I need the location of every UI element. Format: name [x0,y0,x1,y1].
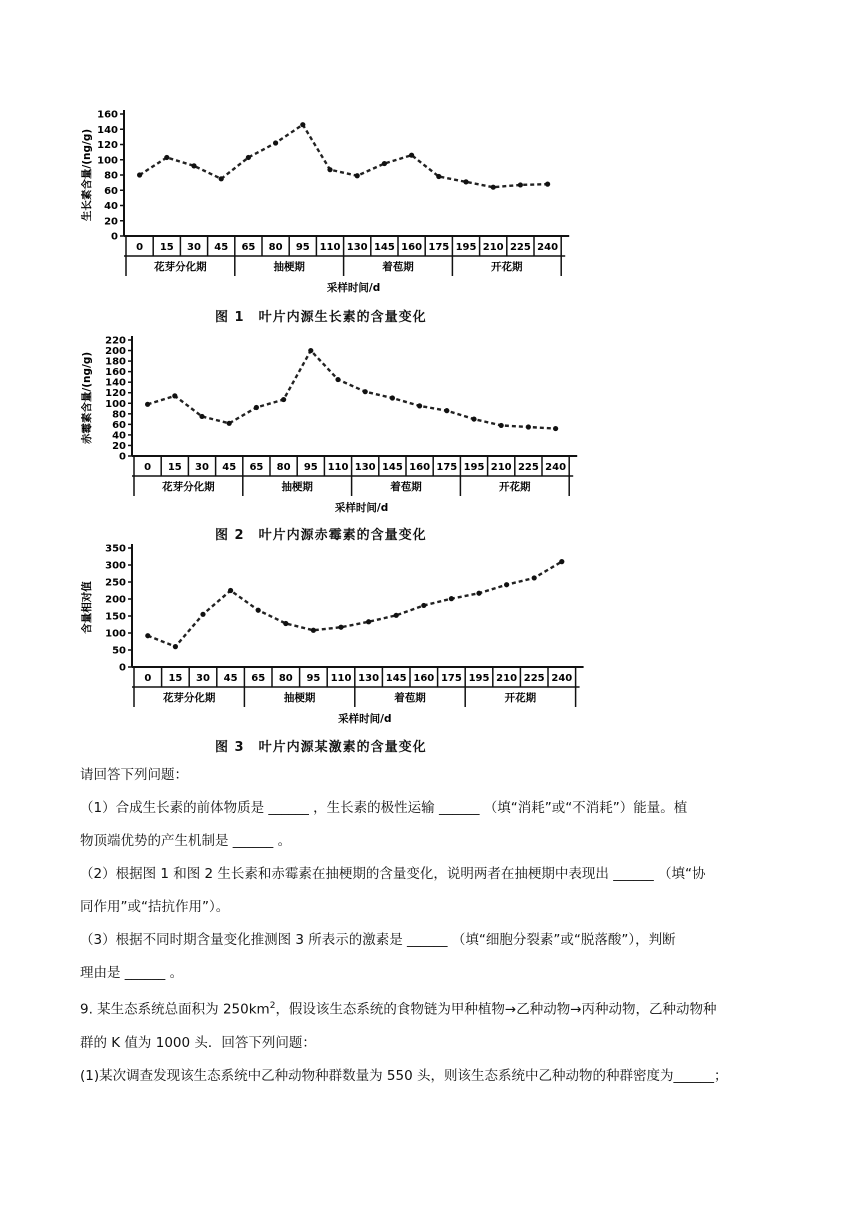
period-label: 花芽分化期 [162,481,215,493]
x-tick-label: 110 [319,242,341,253]
x-tick-label: 110 [327,462,349,473]
y-tick-label: 120 [105,388,126,400]
data-point [228,588,233,593]
x-tick-label: 15 [168,673,183,684]
figure-3 [80,540,590,730]
x-tick-label: 145 [385,673,407,684]
data-point [366,619,371,624]
x-tick-label: 80 [268,242,283,253]
x-tick-label: 15 [159,242,174,253]
x-tick-label: 145 [373,242,395,253]
series-line [140,125,548,188]
data-point [390,395,395,400]
x-tick-label: 95 [295,242,310,253]
data-point [463,179,468,184]
y-tick-label: 0 [111,231,118,243]
x-tick-label: 110 [330,673,352,684]
data-point [227,421,232,426]
data-point [476,591,481,596]
data-point [409,153,414,158]
data-point [145,633,150,638]
x-tick-label: 160 [413,673,435,684]
x-axis-label: 采样时间/d [338,713,392,725]
y-axis-label: 含量相对值 [81,581,93,634]
data-point [273,140,278,145]
x-tick-label: 130 [346,242,368,253]
y-tick-label: 250 [105,577,126,589]
data-point [355,173,360,178]
data-point [335,377,340,382]
y-tick-label: 80 [112,409,126,421]
x-tick-label: 45 [222,462,237,473]
data-point [421,603,426,608]
x-axis-label: 采样时间/d [326,282,381,294]
y-axis-label: 生长素含量/(ng/g) [81,128,93,222]
q9-superscript: 2 [269,1001,276,1011]
q2-line-1: （2）根据图 1 和图 2 生长素和赤霉素在抽梗期的含量变化，说明两者在抽梗期中表现出 ______ （填“协 [80,866,706,882]
x-tick-label: 15 [167,462,182,473]
data-point [338,625,343,630]
data-point [256,608,261,613]
x-tick-label: 65 [251,673,266,684]
data-point [145,402,150,407]
y-tick-label: 120 [97,140,118,151]
x-tick-label: 195 [455,242,477,253]
x-tick-label: 30 [196,673,210,684]
q9-line-1 [80,990,796,1027]
x-tick-label: 30 [195,462,209,473]
x-tick-label: 45 [223,673,238,684]
data-point [382,161,387,166]
hormone-chart [80,540,590,730]
q1-line-1: （1）合成生长素的前体物质是 ______ ，生长素的极性运输 ______ （填“消耗”或“不消耗”）能量。植 [80,800,688,816]
x-tick-label: 80 [276,462,291,473]
q3-line-1: （3）根据不同时期含量变化推测图 3 所表示的激素是 ______ （填“细胞分裂素”或“脱落酸”），判断 [80,932,676,948]
auxin-chart [80,100,580,300]
x-tick-label: 160 [401,242,423,253]
period-label: 着苞期 [390,481,422,493]
y-tick-label: 140 [97,124,118,136]
x-tick-label: 0 [136,242,144,253]
data-point [394,613,399,618]
data-point [532,575,537,580]
y-tick-label: 20 [104,216,118,228]
data-point [363,389,368,394]
figure-2 [80,330,580,520]
period-label: 着苞期 [382,261,414,273]
figure-2-caption: 图 2 叶片内源赤霉素的含量变化 [215,528,427,543]
x-tick-label: 175 [428,242,450,253]
y-tick-label: 0 [119,662,126,674]
x-tick-label: 175 [436,462,458,473]
x-tick-label: 240 [545,462,567,473]
x-tick-label: 210 [496,673,518,684]
data-point [199,414,204,419]
figure-3-caption: 图 3 叶片内源某激素的含量变化 [215,740,427,755]
q1-line-2: 物顶端优势的产生机制是 ______ 。 [80,833,292,849]
y-tick-label: 50 [112,645,126,657]
data-point [311,628,316,633]
x-tick-label: 95 [303,462,318,473]
period-label: 花芽分化期 [162,692,216,704]
data-point [164,155,169,160]
y-tick-label: 220 [105,335,126,347]
x-tick-label: 175 [440,673,462,684]
y-tick-label: 0 [119,451,126,463]
y-tick-label: 60 [104,185,118,197]
y-tick-label: 140 [105,377,126,389]
x-tick-label: 240 [551,673,573,684]
data-point [504,582,509,587]
y-tick-label: 80 [104,170,118,182]
data-point [436,174,441,179]
period-label: 开花期 [491,261,523,273]
x-tick-label: 210 [482,242,504,253]
x-axis-label: 采样时间/d [334,502,389,514]
x-tick-label: 45 [214,242,229,253]
data-point [308,348,313,353]
period-label: 开花期 [499,481,531,493]
y-axis-label: 赤霉素含量/(ng/g) [81,351,93,445]
q9-line-2: 群的 K 值为 1000 头．回答下列问题： [80,1034,316,1051]
data-point [254,405,259,410]
y-tick-label: 40 [104,201,118,212]
question-text [80,759,796,1093]
x-tick-label: 195 [463,462,485,473]
data-point [444,408,449,413]
data-point [559,559,564,564]
data-point [137,172,142,177]
x-tick-label: 130 [358,673,380,684]
x-tick-label: 0 [144,673,152,684]
q3-line-2: 理由是 ______ 。 [80,965,184,981]
period-label: 着苞期 [394,692,426,704]
x-tick-label: 210 [490,462,512,473]
y-tick-label: 150 [105,611,126,623]
y-tick-label: 100 [97,155,118,167]
data-point [526,424,531,429]
q9-sub-1: (1)某次调查发现该生态系统中乙种动物种群数量为 550 头，则该生态系统中乙种动物的种群密度为______； [80,1067,728,1084]
data-point [191,163,196,168]
data-point [219,176,224,181]
q2-line-2: 同作用”或“拮抗作用”）。 [80,899,230,915]
data-point [417,403,422,408]
series-line [148,351,556,429]
y-tick-label: 160 [97,109,118,121]
data-point [281,397,286,402]
figure-1-caption: 图 1 叶片内源生长素的含量变化 [215,310,427,325]
y-tick-label: 200 [105,346,126,358]
x-tick-label: 65 [241,242,256,253]
x-tick-label: 95 [306,673,321,684]
q9-line-1-b: ，假设该生态系统的食物链为甲种植物→乙种动物→丙种动物，乙种动物种 [275,1001,717,1018]
y-tick-label: 100 [105,398,126,410]
data-point [173,644,178,649]
data-point [283,621,288,626]
y-tick-label: 350 [105,543,126,555]
x-tick-label: 80 [278,673,293,684]
x-tick-label: 195 [468,673,490,684]
period-label: 抽梗期 [273,261,305,273]
data-point [246,155,251,160]
data-point [172,393,177,398]
x-tick-label: 160 [409,462,431,473]
data-point [300,122,305,127]
x-tick-label: 65 [249,462,264,473]
data-point [545,182,550,187]
x-tick-label: 30 [187,242,201,253]
data-point [499,423,504,428]
figure-1 [80,100,580,300]
period-label: 开花期 [504,692,537,704]
y-tick-label: 20 [112,440,126,452]
x-tick-label: 130 [354,462,376,473]
y-tick-label: 100 [105,628,126,640]
period-label: 花芽分化期 [154,261,207,273]
data-point [449,596,454,601]
x-tick-label: 0 [144,462,152,473]
y-tick-label: 60 [112,419,126,431]
y-tick-label: 200 [105,594,126,606]
data-point [200,612,205,617]
y-tick-label: 300 [105,560,126,572]
data-point [327,167,332,172]
x-tick-label: 145 [381,462,403,473]
prompt-line: 请回答下列问题： [80,767,188,783]
x-tick-label: 225 [517,462,539,473]
x-tick-label: 240 [537,242,559,253]
q9-line-1-a: 9. 某生态系统总面积为 250km [80,1001,270,1018]
period-label: 抽梗期 [283,692,316,704]
y-tick-label: 160 [105,367,126,379]
data-point [471,416,476,421]
data-point [553,426,558,431]
y-tick-label: 180 [105,356,126,368]
data-point [518,182,523,187]
gibberellin-chart [80,330,580,520]
y-tick-label: 40 [112,430,126,442]
x-tick-label: 225 [523,673,545,684]
series-line [148,562,562,647]
x-tick-label: 225 [509,242,531,253]
data-point [491,185,496,190]
period-label: 抽梗期 [281,481,313,493]
